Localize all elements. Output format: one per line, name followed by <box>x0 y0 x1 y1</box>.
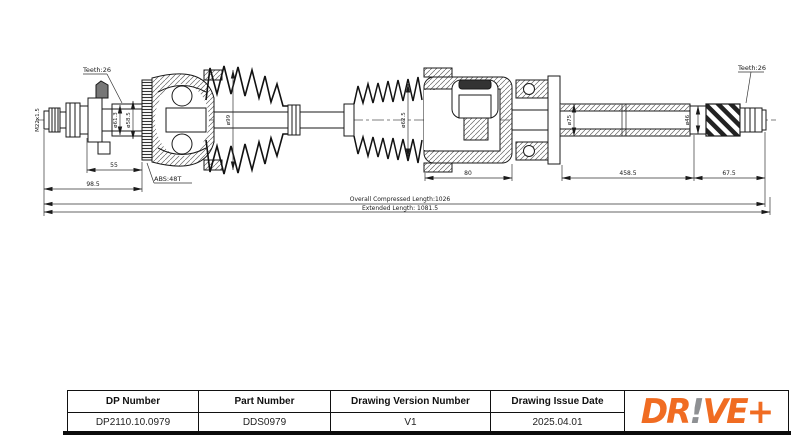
dia-boot-large-label: ø99 <box>226 114 232 126</box>
abs-ring-label: ABS:48T <box>154 175 182 183</box>
abs-tone-ring <box>142 80 152 160</box>
logo-part1: DR <box>640 391 690 431</box>
outer-boot-clamp <box>288 105 300 135</box>
interconnecting-shaft <box>214 112 344 128</box>
part-number-value: DDS0979 <box>242 416 287 428</box>
dia-tube-label: ø75 <box>567 114 573 126</box>
teeth-right-label: Teeth:26 <box>738 64 766 72</box>
dim-tube-length: 458.5 <box>619 170 637 177</box>
cv-ball-top <box>172 86 192 106</box>
support-bearing <box>512 76 560 164</box>
issue-date-value: 2025.04.01 <box>532 416 583 428</box>
dia-step-label: ø46 <box>685 114 691 126</box>
logo-exclamation: ! <box>689 391 703 431</box>
bearing-ball-top <box>524 84 535 95</box>
spline-section-right <box>706 104 740 136</box>
part-number-header: Part Number <box>199 391 330 413</box>
dim-stub-length: 98.5 <box>86 181 100 188</box>
brand-logo <box>640 391 773 431</box>
dia-shaft-outer-label: ø61.3 <box>113 112 119 128</box>
dim-spline-length: 55 <box>110 162 118 169</box>
overall-compressed-length: Overall Compressed Length:1026 <box>349 196 451 203</box>
teeth-left-label: Teeth:26 <box>83 66 111 74</box>
drawing-version-column <box>331 391 491 431</box>
brand-logo-cell <box>625 391 788 431</box>
inner-boot-clamp <box>344 104 354 136</box>
part-number-column <box>199 391 331 431</box>
shaft-tube <box>560 104 690 136</box>
dp-number-value: DP2110.10.0979 <box>95 416 171 428</box>
issue-date-column <box>491 391 625 431</box>
dp-number-column <box>68 391 199 431</box>
thread-spec-label: M22x1.5 <box>35 108 41 132</box>
title-block-bottom-rule <box>63 431 791 435</box>
dim-end-length: 67.5 <box>722 170 736 177</box>
dp-number-header: DP Number <box>68 391 198 413</box>
drawing-version-value: V1 <box>404 416 417 428</box>
dia-shaft-inner-label: ø58.5 <box>126 112 132 128</box>
title-block <box>67 390 789 432</box>
inner-joint-housing <box>424 68 512 172</box>
extended-length: Extended Length: 1081.5 <box>361 205 439 212</box>
flange-tab <box>96 81 108 98</box>
issue-date-header: Drawing Issue Date <box>491 391 624 413</box>
threaded-end-right <box>740 108 766 132</box>
logo-part2: VE+ <box>702 391 773 431</box>
dia-inner-joint-label: ø62.5 <box>401 112 407 128</box>
drawing-version-header: Drawing Version Number <box>331 391 490 413</box>
outer-cv-joint <box>152 70 222 170</box>
bearing-ball-bottom <box>524 146 535 157</box>
dim-inner-joint-width: 80 <box>464 170 472 177</box>
wheel-side-stub <box>44 81 112 154</box>
cv-ball-bottom <box>172 134 192 154</box>
